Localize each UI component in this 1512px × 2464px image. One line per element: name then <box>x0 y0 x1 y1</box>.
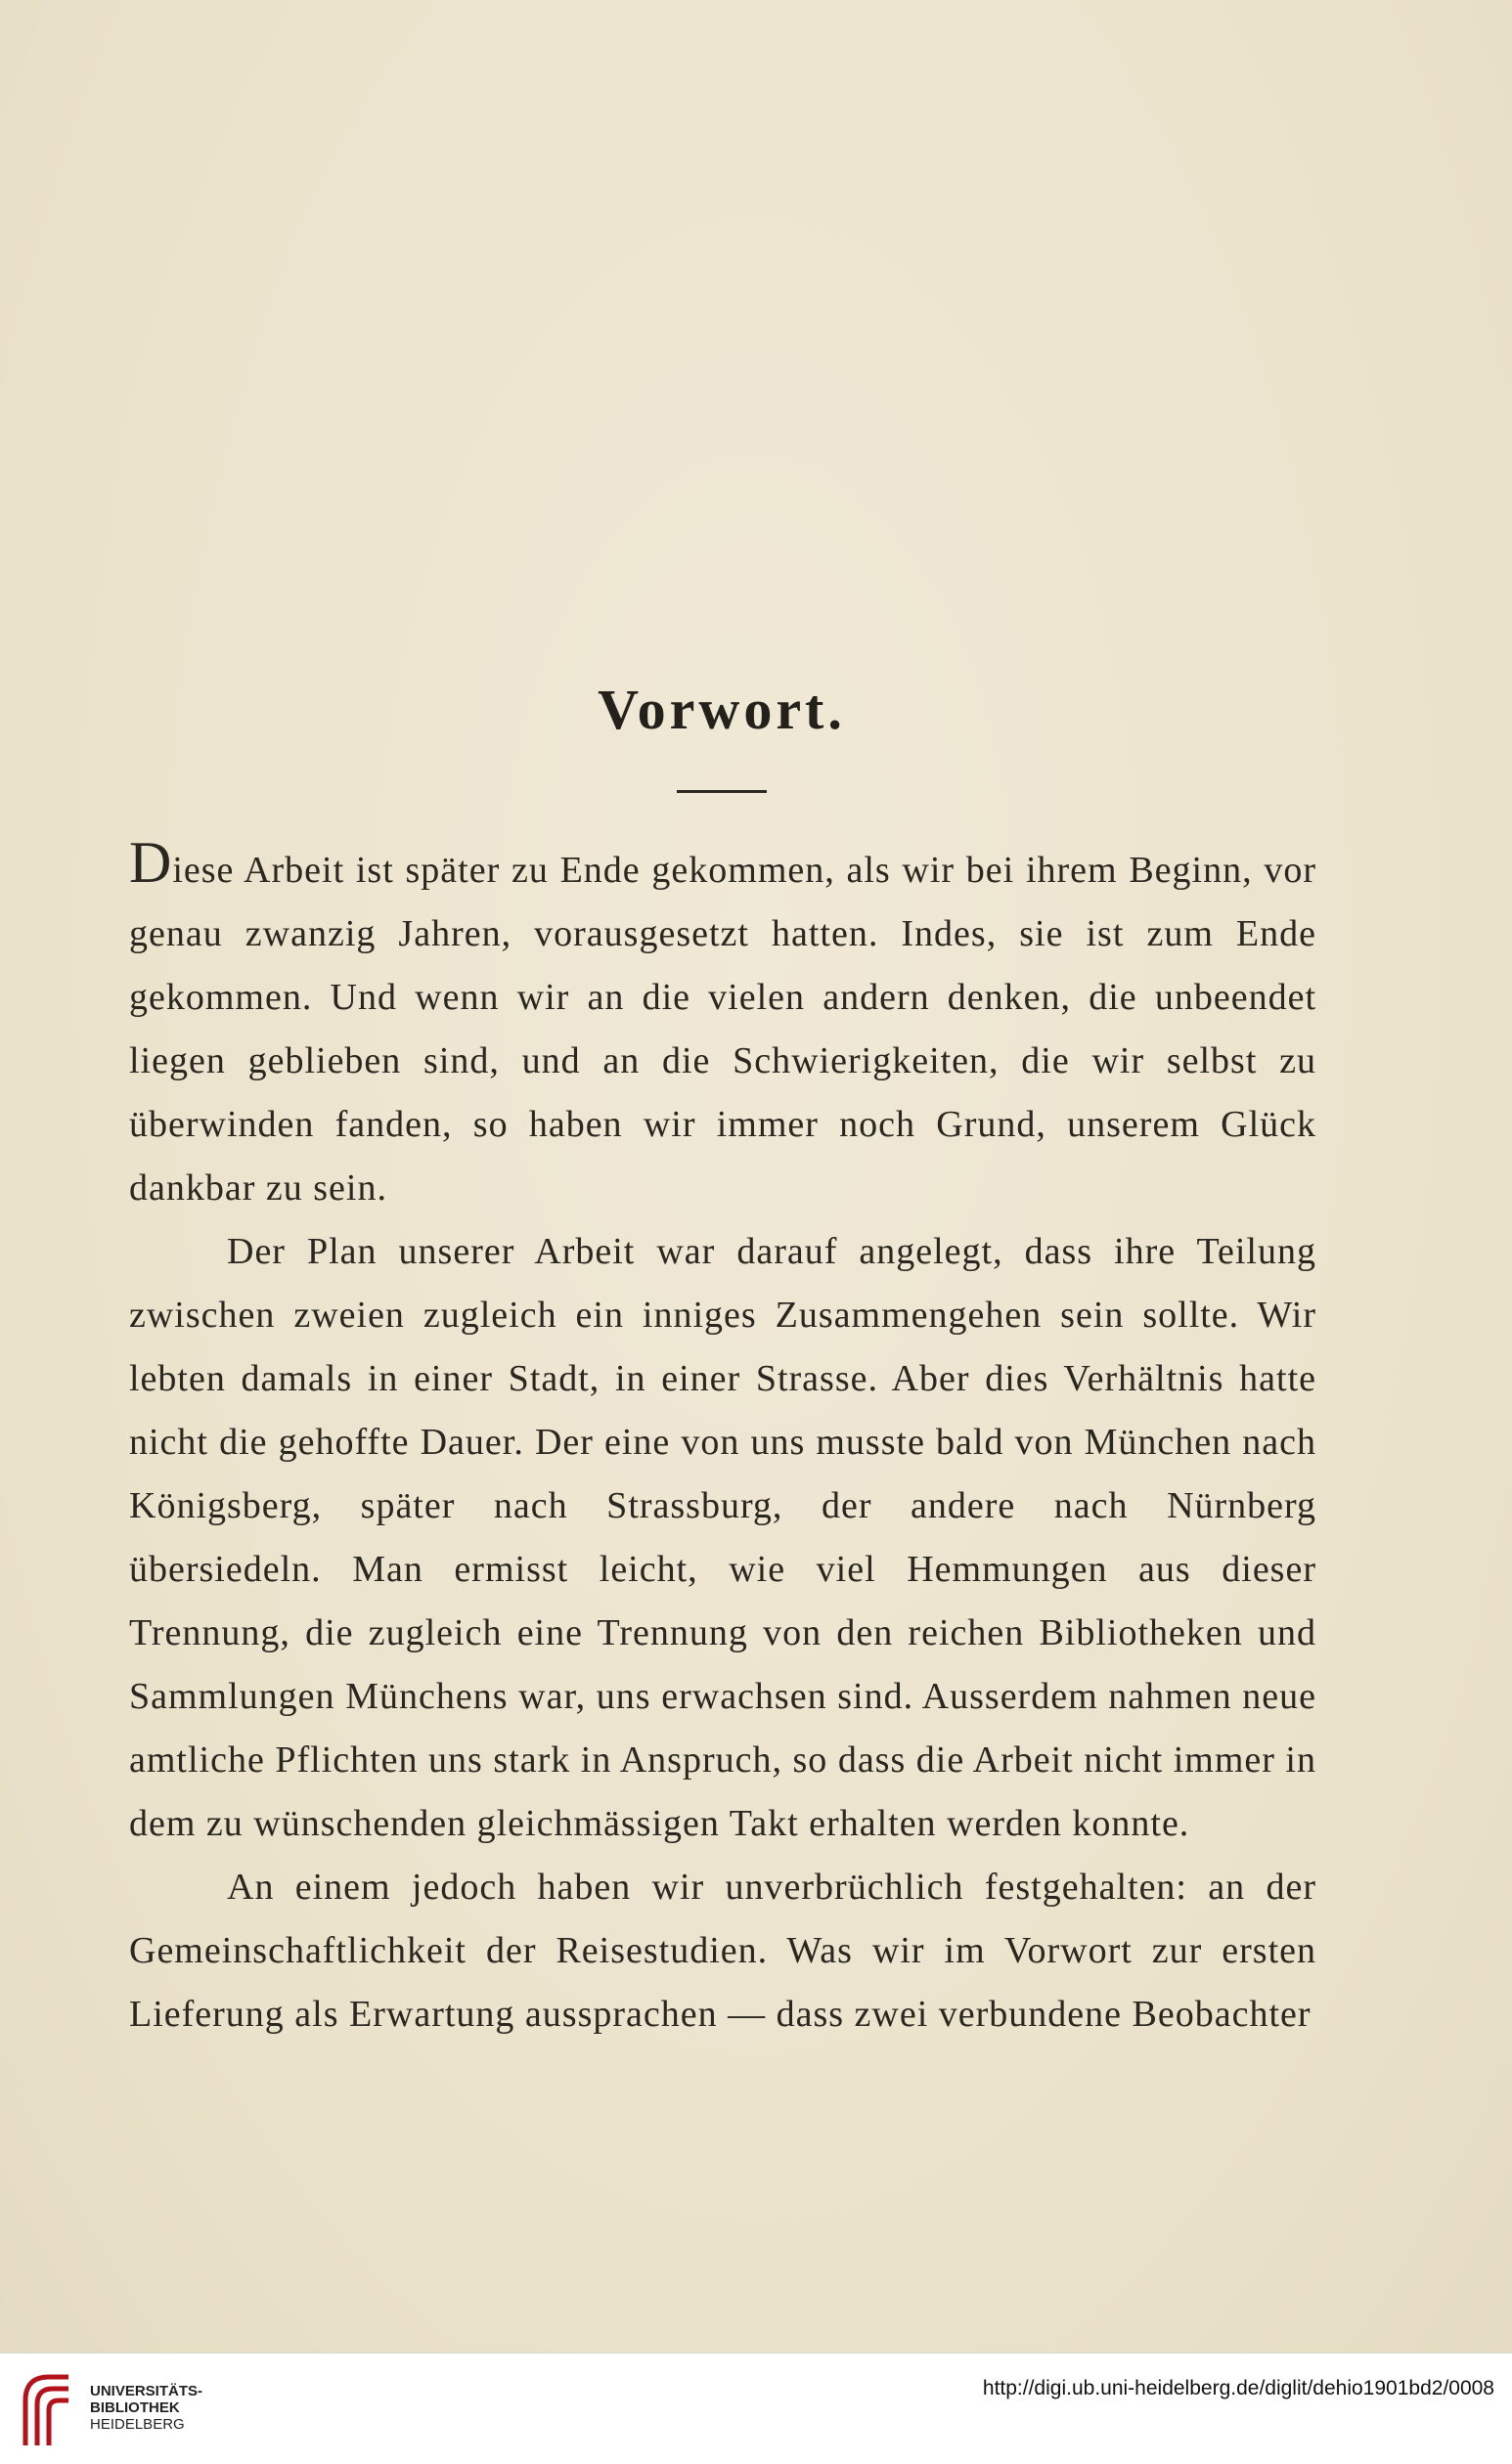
logo-line-3: HEIDELBERG <box>90 2416 185 2433</box>
library-logo-text <box>90 2383 202 2433</box>
page-title: Vorwort. <box>598 678 846 741</box>
paragraph-3: An einem jedoch haben wir unverbrüchlich festgehalten: an der Gemeinschaftlichkeit der Reisestudien. Was wir im Vorwort zur ersten Lieferung als Erwartung aussprachen — dass zwei verbundene Beobachter <box>129 1867 1316 2035</box>
title-divider <box>677 790 767 793</box>
body-text <box>129 830 1316 2046</box>
paragraph-1 <box>129 830 1316 1220</box>
permalink-url[interactable]: http://digi.ub.uni-heidelberg.de/diglit/dehio1901bd2/0008 <box>982 2377 1494 2399</box>
library-footer <box>0 2353 1512 2464</box>
drop-cap: D <box>129 830 173 895</box>
paragraph-2: Der Plan unserer Arbeit war darauf angelegt, dass ihre Teilung zwischen zweien zugleich ein inniges Zusammengehen sein sollte. Wir lebten damals in einer Stadt, in einer Strasse. Aber dies Verhältnis hatte nicht die gehoffte Dauer. Der eine von uns musste bald von München nach Königsberg, später nach Strassburg, der andere nach Nürnberg übersiedeln. Man ermisst leicht, wie viel Hemmungen aus dieser Trennung, die zugleich eine Trennung von den reichen Bibliotheken und Sammlungen Münchens war, uns erwachsen sind. Ausserdem nahmen neue amtliche Pflichten uns stark in Anspruch, so dass die Arbeit nicht immer in dem zu wünschenden gleichmässigen Takt erhalten werden konnte. <box>129 1231 1316 1844</box>
paragraph-1-text: iese Arbeit ist später zu Ende gekommen, als wir bei ihrem Beginn, vor genau zwanzig Jahren, vorausgesetzt hatten. Indes, sie ist zum Ende gekommen. Und wenn wir an die vielen andern denken, die unbeendet liegen geblieben sind, und an die Schwierigkeiten, die wir selbst zu überwinden fanden, so haben wir immer noch Grund, unserem Glück dankbar zu sein. <box>129 850 1316 1209</box>
logo-line-2: BIBLIOTHEK <box>90 2399 180 2416</box>
logo-line-1: UNIVERSITÄTS- <box>90 2383 203 2399</box>
library-logo-icon <box>16 2367 74 2451</box>
